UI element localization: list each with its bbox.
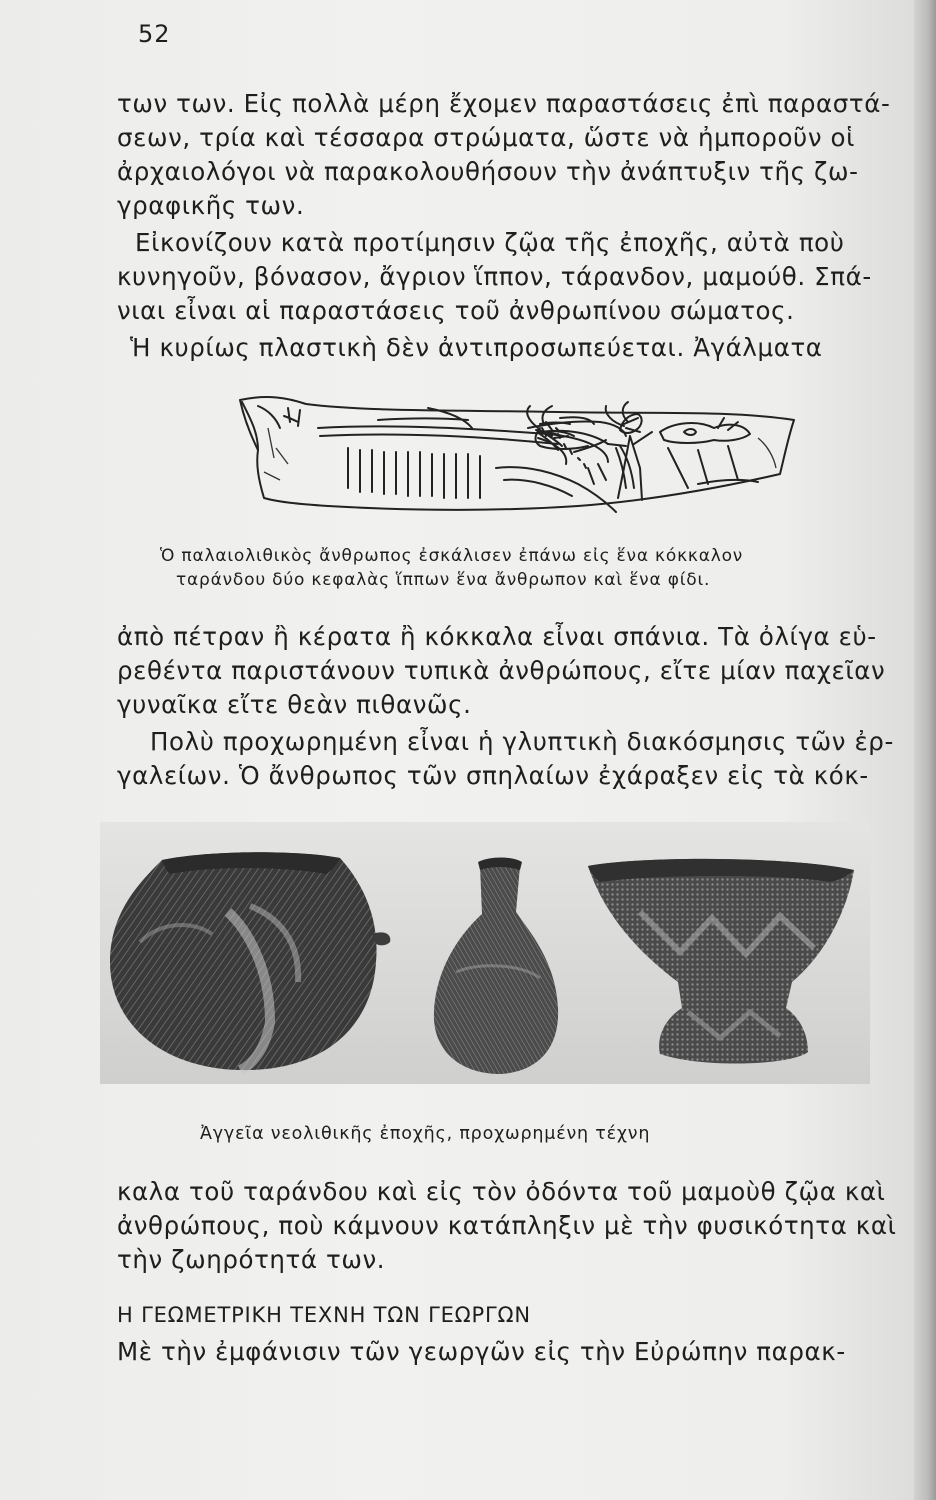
text-line: ρεθέντα παριστάνουν τυπικὰ ἀνθρώπους, εἴτε μίαν παχεῖαν (117, 656, 886, 685)
text-line: ἀπὸ πέτραν ἢ κέρατα ἢ κόκκαλα εἶναι σπάνια. Τὰ ὀλίγα εὑ- (117, 622, 877, 651)
text-line: Εἰκονίζουν κατὰ προτίμησιν ζῷα τῆς ἐποχῆς, αὐτὰ ποὺ (135, 228, 845, 257)
text-line: Πολὺ προχωρημένη εἶναι ἡ γλυπτικὴ διακόσμησις τῶν ἐρ- (150, 727, 894, 756)
text-line: Ἡ κυρίως πλαστικὴ δὲν ἀντιπροσωπεύεται. Ἀγάλματα (130, 333, 823, 362)
text-line: γραφικῆς των. (117, 191, 305, 220)
text-line: των των. Εἰς πολλὰ μέρη ἔχομεν παραστάσεις ἐπὶ παραστά- (117, 89, 891, 118)
text-line: νιαι εἶναι αἱ παραστάσεις τοῦ ἀνθρωπίνου σώματος. (117, 296, 795, 325)
text-line: ἀρχαιολόγοι νὰ παρακολουθήσουν τὴν ἀνάπτυξιν τῆς ζω- (117, 157, 859, 186)
page-edge-shadow (914, 0, 936, 1500)
page-number: 52 (138, 20, 171, 48)
bottle-vessel-image (434, 858, 558, 1075)
text-line: γαλείων. Ὁ ἄνθρωπος τῶν σπηλαίων ἐχάραξεν εἰς τὰ κόκ- (117, 761, 869, 790)
footed-bowl-image (588, 859, 854, 1064)
figure-caption-line: Ὁ παλαιολιθικὸς ἄνθρωπος ἐσκάλισεν ἐπάνω εἰς ἕνα κόκκαλον (160, 546, 744, 566)
text-line: τὴν ζωηρότητά των. (117, 1245, 386, 1274)
text-line: καλα τοῦ ταράνδου καὶ εἰς τὸν ὀδόντα τοῦ μαμοὺθ ζῷα καὶ (117, 1177, 886, 1206)
neolithic-vessels-photo (100, 822, 870, 1084)
text-line: σεων, τρία καὶ τέσσαρα στρώματα, ὥστε νὰ ἠμποροῦν οἱ (117, 123, 855, 152)
text-line: γυναῖκα εἴτε θεὰν πιθανῶς. (117, 690, 472, 719)
figure-caption-line: Ἀγγεῖα νεολιθικῆς ἐποχῆς, προχωρημένη τέχνη (200, 1124, 651, 1144)
figure-caption-line: ταράνδου δύο κεφαλὰς ἵππων ἕνα ἄνθρωπον καὶ ἕνα φίδι. (176, 570, 711, 590)
text-line: κυνηγοῦν, βόνασον, ἄγριον ἵππον, τάρανδον, μαμούθ. Σπά- (117, 262, 872, 291)
text-line: Μὲ τὴν ἐμφάνισιν τῶν γεωργῶν εἰς τὴν Εὐρώπην παρακ- (117, 1337, 846, 1366)
rounded-pot-image (110, 852, 390, 1070)
section-heading: Η ΓΕΩΜΕΤΡΙΚΗ ΤΕΧΝΗ ΤΩΝ ΓΕΩΡΓΩΝ (117, 1303, 531, 1327)
text-line: ἀνθρώπους, ποὺ κάμνουν κατάπληξιν μὲ τὴν φυσικότητα καὶ (117, 1211, 897, 1240)
engraved-bone-illustration (228, 388, 802, 528)
